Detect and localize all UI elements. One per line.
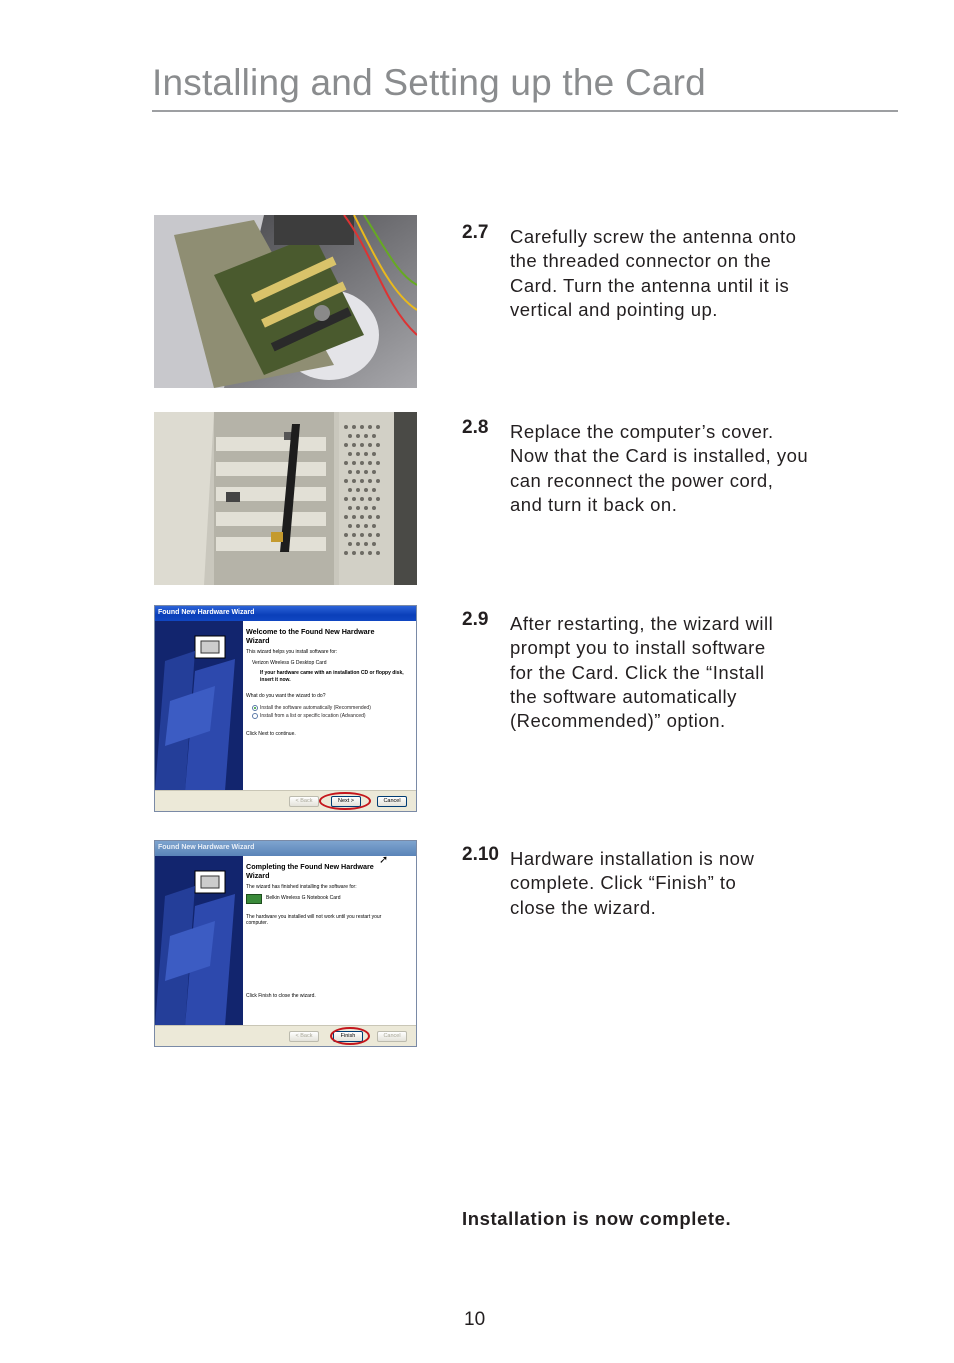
step-text: Carefully screw the antenna onto the threaded connector on the Card. Turn the antenna until it is vertical and pointing up. [510,226,797,320]
step-text: After restarting, the wizard will prompt you to install software for the Card. Click the “Install the software automatically (Recommended)” option. [510,613,774,732]
back-button[interactable]: < Back [289,1031,319,1042]
back-button[interactable]: < Back [289,796,319,807]
next-button[interactable]: Next > [331,796,361,807]
radio-install-automatically[interactable]: Install the software automatically (Recommended) [252,705,417,711]
wizard-side-graphic [155,621,243,791]
wizard-side-graphic [155,856,243,1026]
wizard-device-name: Verizon Wireless G Desktop Card [252,659,327,666]
step-text: Replace the computer’s cover. Now that the Card is installed, you can reconnect the power cord, and turn it back on. [510,421,809,515]
cancel-button[interactable]: Cancel [377,1031,407,1042]
photo-computer-back-antenna [154,412,417,585]
wizard-screenshot-completing [154,840,417,1047]
mouse-cursor-icon: ➚ [379,854,389,866]
wizard-titlebar: Found New Hardware Wizard [155,841,416,856]
step-number: 2.9 [462,609,489,630]
step-number: 2.7 [462,222,489,243]
wizard-intro: This wizard helps you install software for: [246,649,338,655]
radio-unselected-icon [252,713,258,719]
finish-button[interactable]: Finish [333,1031,363,1042]
wizard-finish-note: Click Finish to close the wizard. [246,992,316,999]
photo-open-computer-case [154,215,417,388]
installation-complete-note: Installation is now complete. [462,1208,732,1229]
cancel-button[interactable]: Cancel [377,796,407,807]
wizard-device-name: Belkin Wireless G Notebook Card [266,895,341,902]
wizard-titlebar: Found New Hardware Wizard [155,606,416,621]
wizard-restart-note: The hardware you installed will not work until you restart your computer. [246,913,382,926]
radio-selected-icon [252,705,258,711]
wizard-footer [155,790,416,811]
wizard-intro: The wizard has finished installing the software for: [246,884,357,890]
wizard-question: What do you want the wizard to do? [246,693,326,699]
title-rule [152,110,898,112]
page-number: 10 [464,1309,486,1330]
wizard-device-row [246,894,417,904]
highlight-circle [330,1027,370,1045]
wizard-continue-note: Click Next to continue. [246,730,296,737]
wizard-heading: Welcome to the Found New Hardware Wizard [246,627,375,645]
wizard-footer [155,1025,416,1046]
wizard-body [243,621,417,791]
page-title: Installing and Setting up the Card [152,62,706,103]
wizard-cd-prompt: If your hardware came with an installation CD or floppy disk, insert it now. [260,670,404,683]
step-number: 2.8 [462,417,489,438]
radio-install-from-list[interactable]: Install from a list or specific location (Advanced) [252,713,417,719]
step-number: 2.10 [462,844,499,865]
highlight-circle [319,792,371,810]
wizard-screenshot-welcome [154,605,417,812]
step-text: Hardware installation is now complete. Click “Finish” to close the wizard. [510,848,755,918]
wizard-heading: Completing the Found New Hardware Wizard [246,862,374,880]
network-card-icon [246,894,262,904]
wizard-body [243,856,417,1026]
